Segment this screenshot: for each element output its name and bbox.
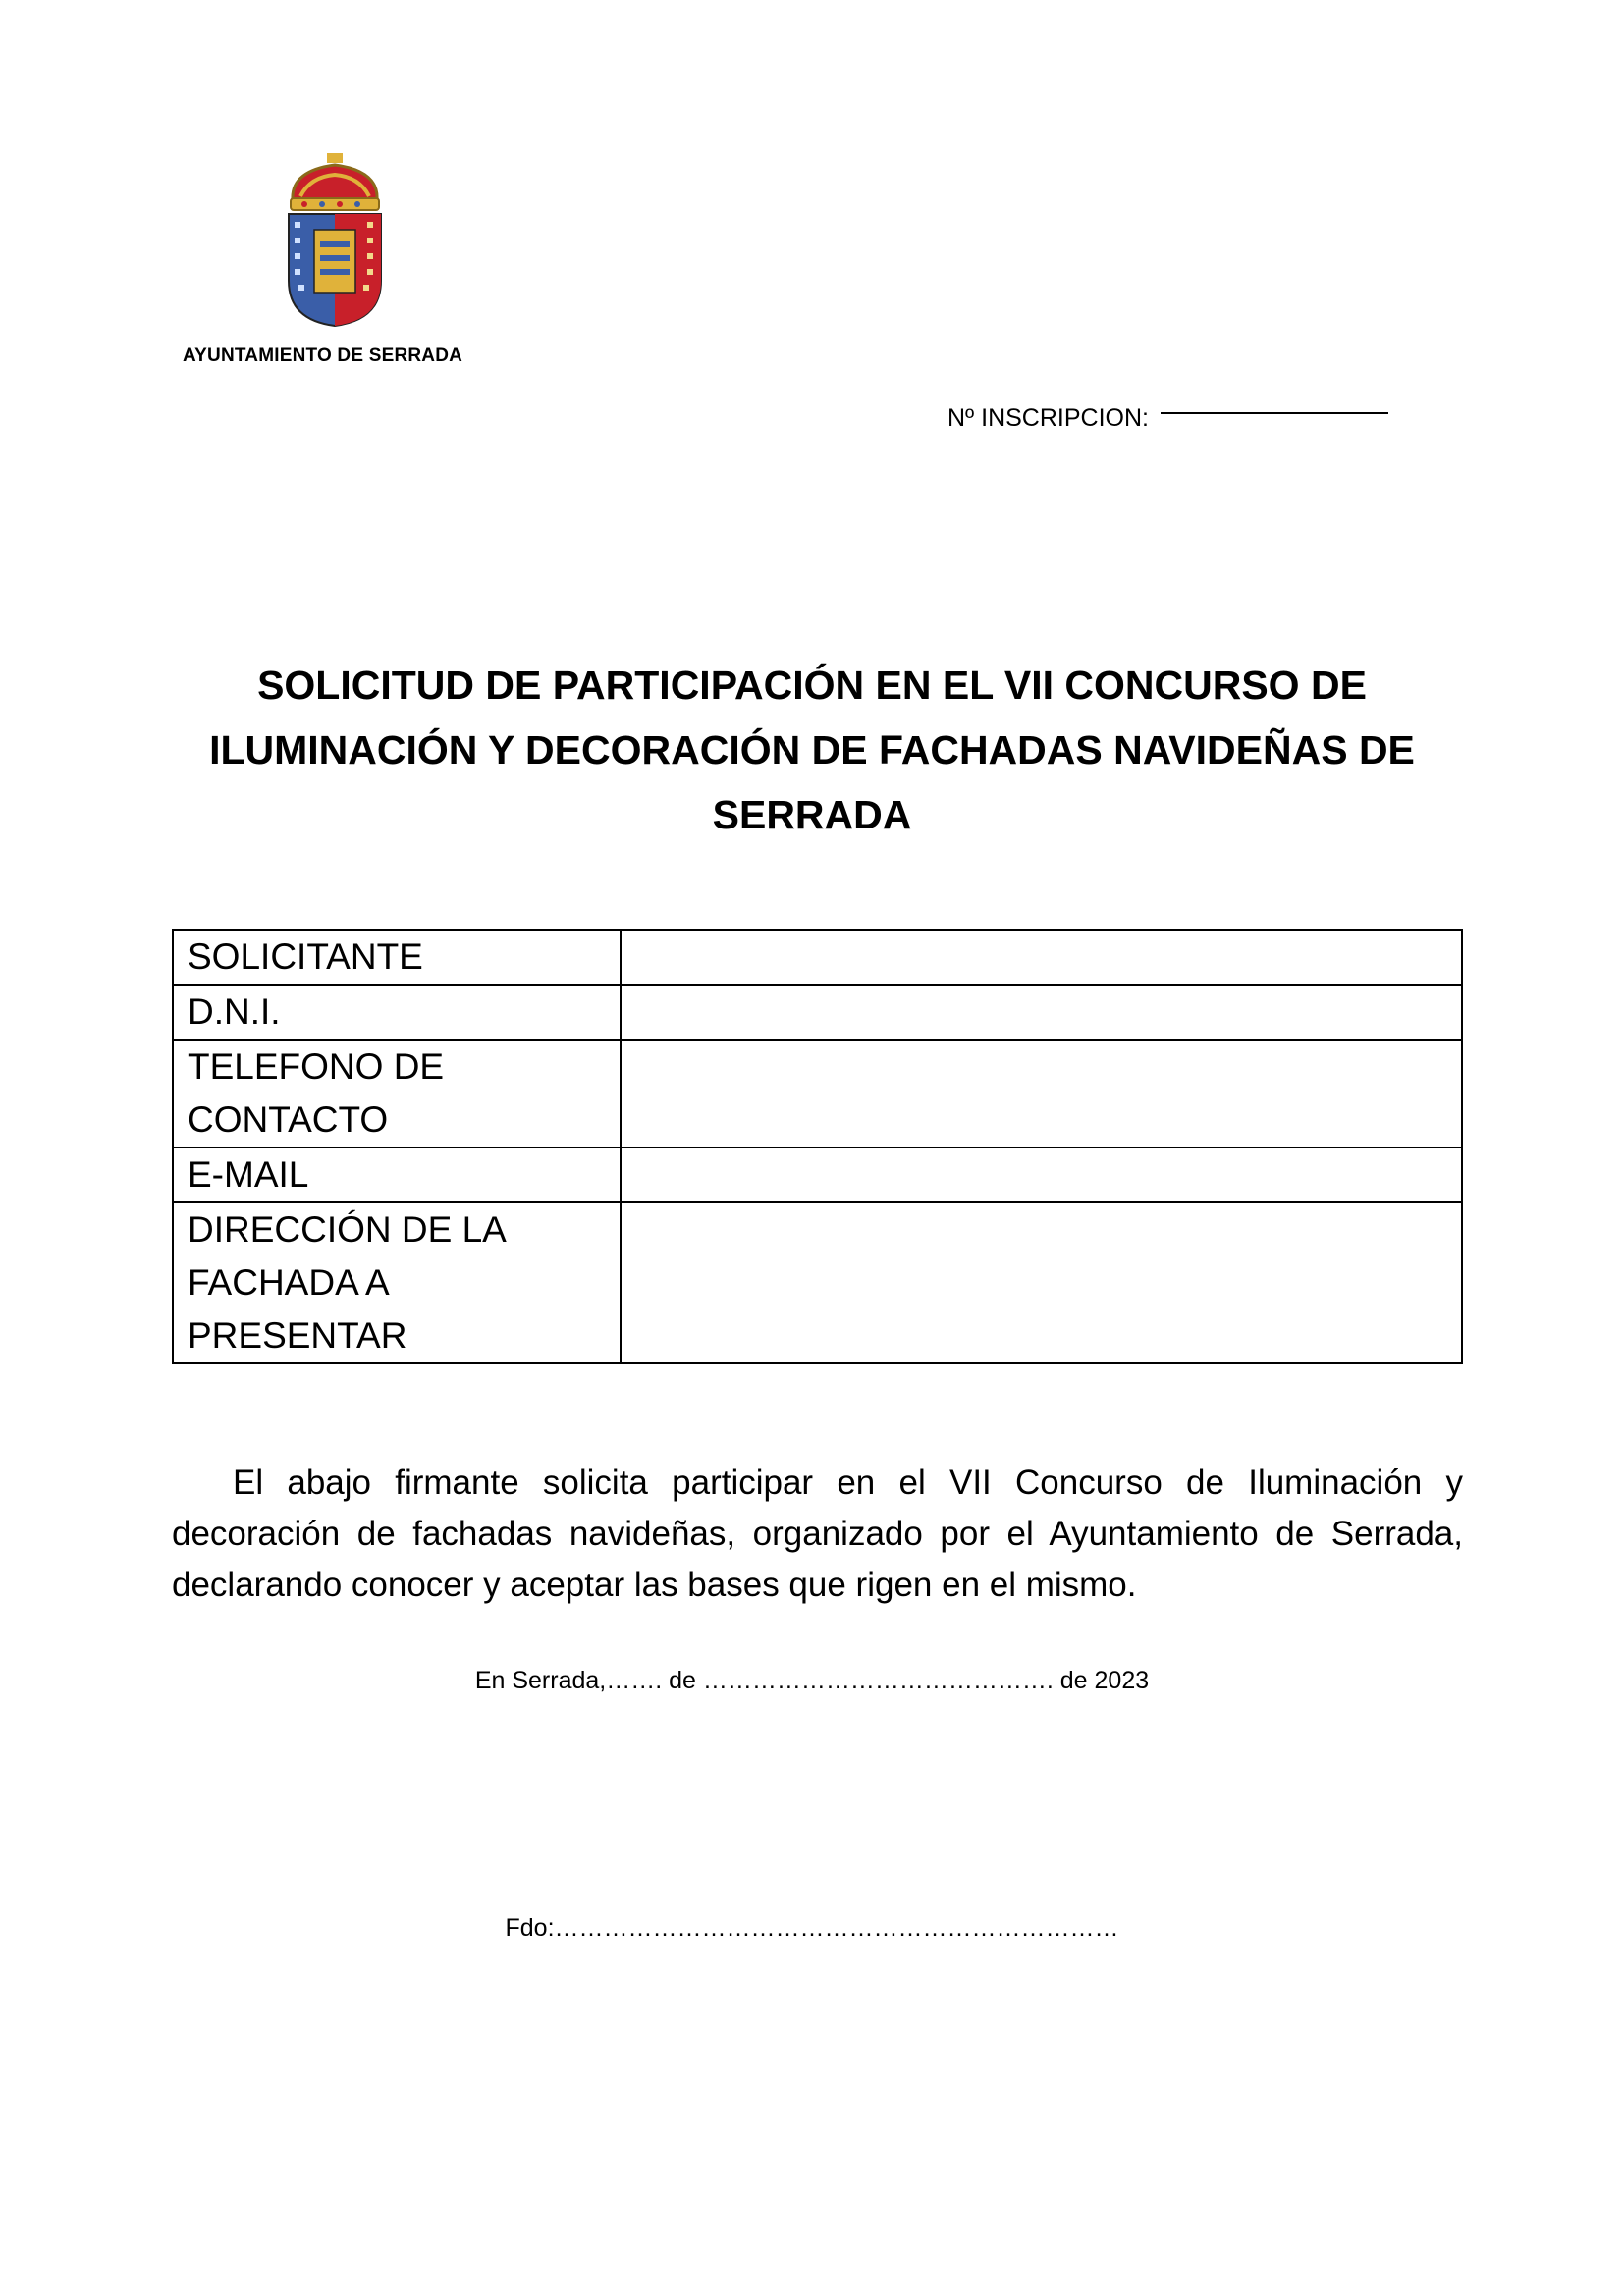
signature-line[interactable]: Fdo:…………………………………………………………… bbox=[505, 1914, 1119, 1942]
facade-address-label: DIRECCIÓN DE LA FACHADA A PRESENTAR bbox=[173, 1202, 621, 1363]
registration-number-field bbox=[947, 404, 1388, 433]
application-form-table bbox=[172, 929, 1463, 1364]
town-name: AYUNTAMIENTO DE SERRADA bbox=[183, 346, 463, 366]
email-label: E-MAIL bbox=[173, 1148, 621, 1202]
registration-blank-line[interactable] bbox=[1161, 412, 1388, 414]
registration-label: Nº INSCRIPCION: bbox=[947, 404, 1149, 432]
applicant-field[interactable] bbox=[621, 930, 1462, 985]
document-title: SOLICITUD DE PARTICIPACIÓN EN EL VII CONCURSO DE ILUMINACIÓN Y DECORACIÓN DE FACHADAS NAVIDEÑAS DE SERRADA bbox=[209, 663, 1415, 837]
table-row bbox=[173, 1148, 1462, 1202]
coat-of-arms-icon bbox=[281, 153, 389, 330]
dni-label: D.N.I. bbox=[173, 985, 621, 1040]
applicant-label: SOLICITANTE bbox=[173, 930, 621, 985]
facade-address-field[interactable] bbox=[621, 1202, 1462, 1363]
phone-field[interactable] bbox=[621, 1040, 1462, 1148]
email-field[interactable] bbox=[621, 1148, 1462, 1202]
declaration-paragraph: El abajo firmante solicita participar en el VII Concurso de Iluminación y decoración de fachadas navideñas, organizado por el Ayuntamiento de Serrada, declarando conocer y aceptar las bases que rigen en el mismo. bbox=[172, 1464, 1463, 1604]
place-date-line[interactable]: En Serrada,……. de ……………………………………. de 2023 bbox=[474, 1667, 1150, 1694]
dni-field[interactable] bbox=[621, 985, 1462, 1040]
phone-label: TELEFONO DE CONTACTO bbox=[173, 1040, 621, 1148]
table-row bbox=[173, 985, 1462, 1040]
table-row bbox=[173, 930, 1462, 985]
table-row bbox=[173, 1040, 1462, 1148]
table-row bbox=[173, 1202, 1462, 1363]
